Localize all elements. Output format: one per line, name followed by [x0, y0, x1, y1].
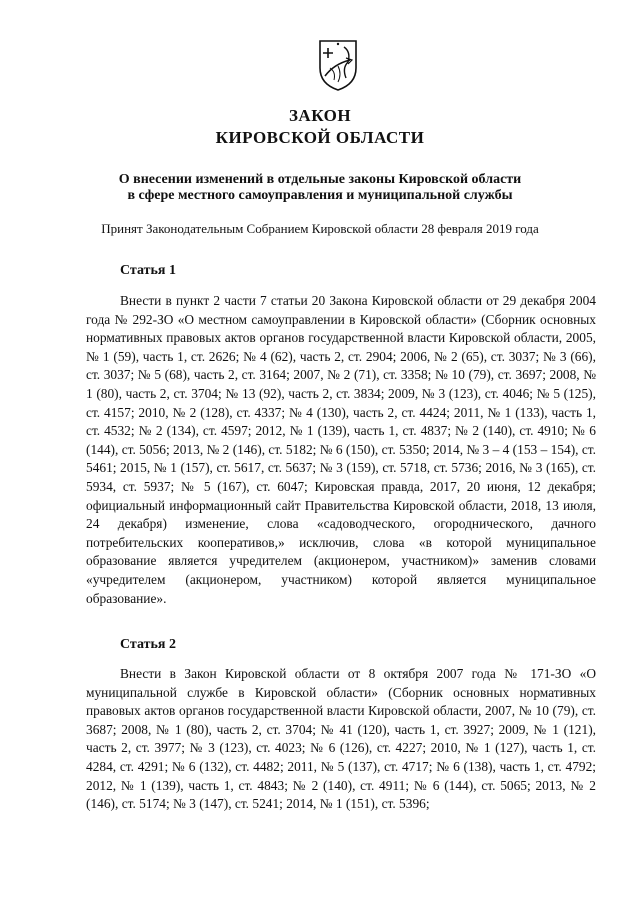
article-1-text: Внести в пункт 2 части 7 статьи 20 Закона Кировской области от 29 декабря 2004 года № 292-ЗО «О местном самоуправлении в Кировской области» (Сборник основных нормативных правовых актов органов государственной власти Кировской области, 2005, № 1 (59), часть 1, ст. 2626; № 4 (62), часть 2, ст. 2904; 2006, № 2 (65), ст. 3037; № 3 (66), ст. 3037; № 5 (68), часть 2, ст. 3164; 2007, № 2 (71), ст. 3358; № 10 (79), ст. 3697; 2008, № 1 (80), часть 2, ст. 3704; № 13 (92), часть 2, ст. 3834; 2009, № 3 (123), ст. 4046; № 5 (125), ст. 4157; 2010, № 2 (128), ст. 4337; № 4 (130), часть 2, ст. 4424; 2011, № 1 (133), часть 1, ст. 4532; № 2 (134), ст. 4597; 2012, № 1 (139), часть 1, ст. 4837; № 2 (140), ст. 4910; № 6 (144), ст. 5056; 2013, № 2 (146), ст. 5182; № 6 (150), ст. 5350; 2014, № 3 – 4 (153 – 154), ст. 5461; 2015, № 1 (157), ст. 5617, ст. 5637; № 3 (159), ст. 5718, ст. 5736; 2016, № 3 (165), ст. 5934, ст. 5937; № 5 (167), ст. 6047; Кировская правда, 2017, 20 июня, 12 декабря; официальный информационный сайт Правительства Кировской области, 2018, 13 июля, 24 декабря) изменение, слова «садоводческого, огороднического, дачного потребительских кооперативов,» исключив, слова «в которой муниципальное образование является учредителем (акционером, участником)» заменив словами «учредителем (акционером, участником) которой является муниципальное образование». — [86, 293, 596, 606]
adoption-note: Принят Законодательным Собранием Кировской области 28 февраля 2019 года — [101, 221, 539, 236]
coat-of-arms-icon — [316, 38, 360, 92]
law-title: ЗАКОН — [288, 106, 352, 125]
article-2-heading: Статья 2 — [120, 637, 176, 652]
law-subject-line-2: в сфере местного самоуправления и муниципальной службы — [127, 188, 513, 203]
article-1-heading: Статья 1 — [120, 263, 176, 278]
law-subject-line-1: О внесении изменений в отдельные законы Кировской области — [118, 172, 522, 187]
article-2-text: Внести в Закон Кировской области от 8 октября 2007 года № 171-ЗО «О муниципальной службе в Кировской области» (Сборник основных нормативных правовых актов органов государственной власти Кировской области, 2007, № 10 (79), ст. 3687; 2008, № 1 (80), часть 2, ст. 3704; № 41 (120), часть 1, ст. 3927; 2009, № 1 (121), часть 2, ст. 3977; № 3 (123), ст. 4023; № 6 (126), ст. 4227; 2010, № 1 (127), часть 1, ст. 4284, ст. 4291; № 6 (132), ст. 4482; 2011, № 5 (137), ст. 4717; № 6 (138), часть 1, ст. 4792; 2012, № 1 (139), часть 1, ст. 4843; № 2 (140), ст. 4911; № 6 (144), ст. 5065; 2013, № 2 (146), ст. 5174; № 3 (147), ст. 5241; 2014, № 1 (151), ст. 5396; — [86, 666, 596, 812]
law-region: КИРОВСКОЙ ОБЛАСТИ — [215, 128, 425, 147]
